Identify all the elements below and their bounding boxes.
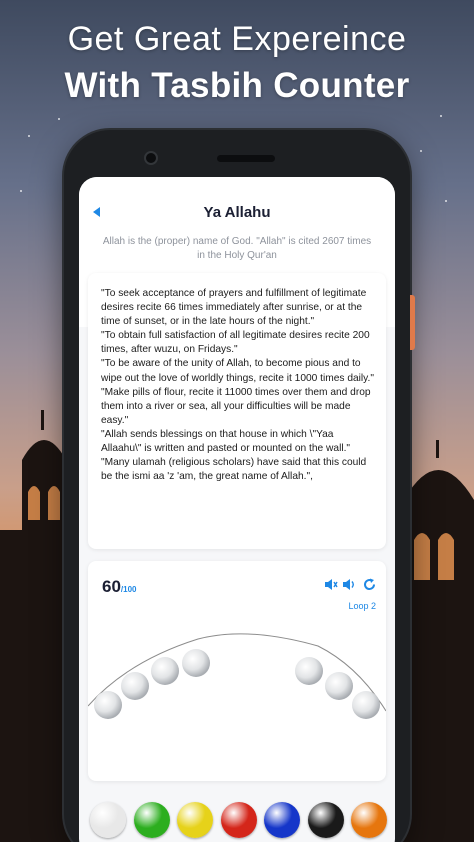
star xyxy=(420,150,422,152)
bead-color-green[interactable] xyxy=(134,802,170,838)
description-card xyxy=(88,273,386,549)
mute-icon[interactable] xyxy=(324,578,338,594)
refresh-icon[interactable] xyxy=(363,578,376,594)
bead xyxy=(325,672,353,700)
bead-color-palette xyxy=(79,795,395,842)
app-header xyxy=(79,177,395,227)
star xyxy=(445,200,447,202)
headline-line-1: Get Great Expereince xyxy=(67,20,407,58)
bead xyxy=(121,672,149,700)
app-screen xyxy=(79,177,395,842)
volume-icon[interactable] xyxy=(342,578,356,594)
earpiece-speaker xyxy=(217,155,275,162)
tasbih-string[interactable] xyxy=(88,601,386,761)
bead xyxy=(94,691,122,719)
star xyxy=(58,118,60,120)
front-camera xyxy=(144,151,158,165)
counter-card[interactable] xyxy=(88,561,386,781)
star xyxy=(20,190,22,192)
bead xyxy=(151,657,179,685)
bead-color-orange[interactable] xyxy=(351,802,387,838)
bead-color-black[interactable] xyxy=(308,802,344,838)
page-subtitle: Allah is the (proper) name of God. "Allah" is cited 2607 times in the Holy Qur'an xyxy=(79,227,395,327)
bead xyxy=(352,691,380,719)
counter-display xyxy=(102,577,137,597)
star xyxy=(28,135,30,137)
loop-counter: Loop 2 xyxy=(348,601,376,611)
bead xyxy=(182,649,210,677)
bead-color-white[interactable] xyxy=(90,802,126,838)
bead-color-red[interactable] xyxy=(221,802,257,838)
bead-color-blue[interactable] xyxy=(264,802,300,838)
page-title: Ya Allahu xyxy=(203,204,271,221)
power-button xyxy=(410,295,415,350)
headline-line-2: With Tasbih Counter xyxy=(64,66,410,105)
star xyxy=(440,115,442,117)
description-text: "To seek acceptance of prayers and fulfillment of legitimate desires recite 66 times immediately after sunrise, or at the time of sunset, or in the late hours of the night." "To obtain full satisfaction of all legitimate desires recite 200 times, after wuzu, on Fridays." "To be aware of the unity of Allah, to become pious and to wipe out the love of worldly things, recite it 1000 times daily." "Make pills of flour, recite it 11000 times over them and drop them into a river or sea, all your difficulties will be made easy." "Allah sends blessings on that house in which \"Yaa Allaahu\" is written and pasted or mounted on the wall." "Many ulamah (religious scholars) have said that this could be the ismi aa 'z 'am, the great name of Allah.", xyxy=(101,288,374,483)
count-value: 60 xyxy=(102,577,121,596)
bead-color-yellow[interactable] xyxy=(177,802,213,838)
count-total: /100 xyxy=(120,585,137,594)
bead xyxy=(295,657,323,685)
